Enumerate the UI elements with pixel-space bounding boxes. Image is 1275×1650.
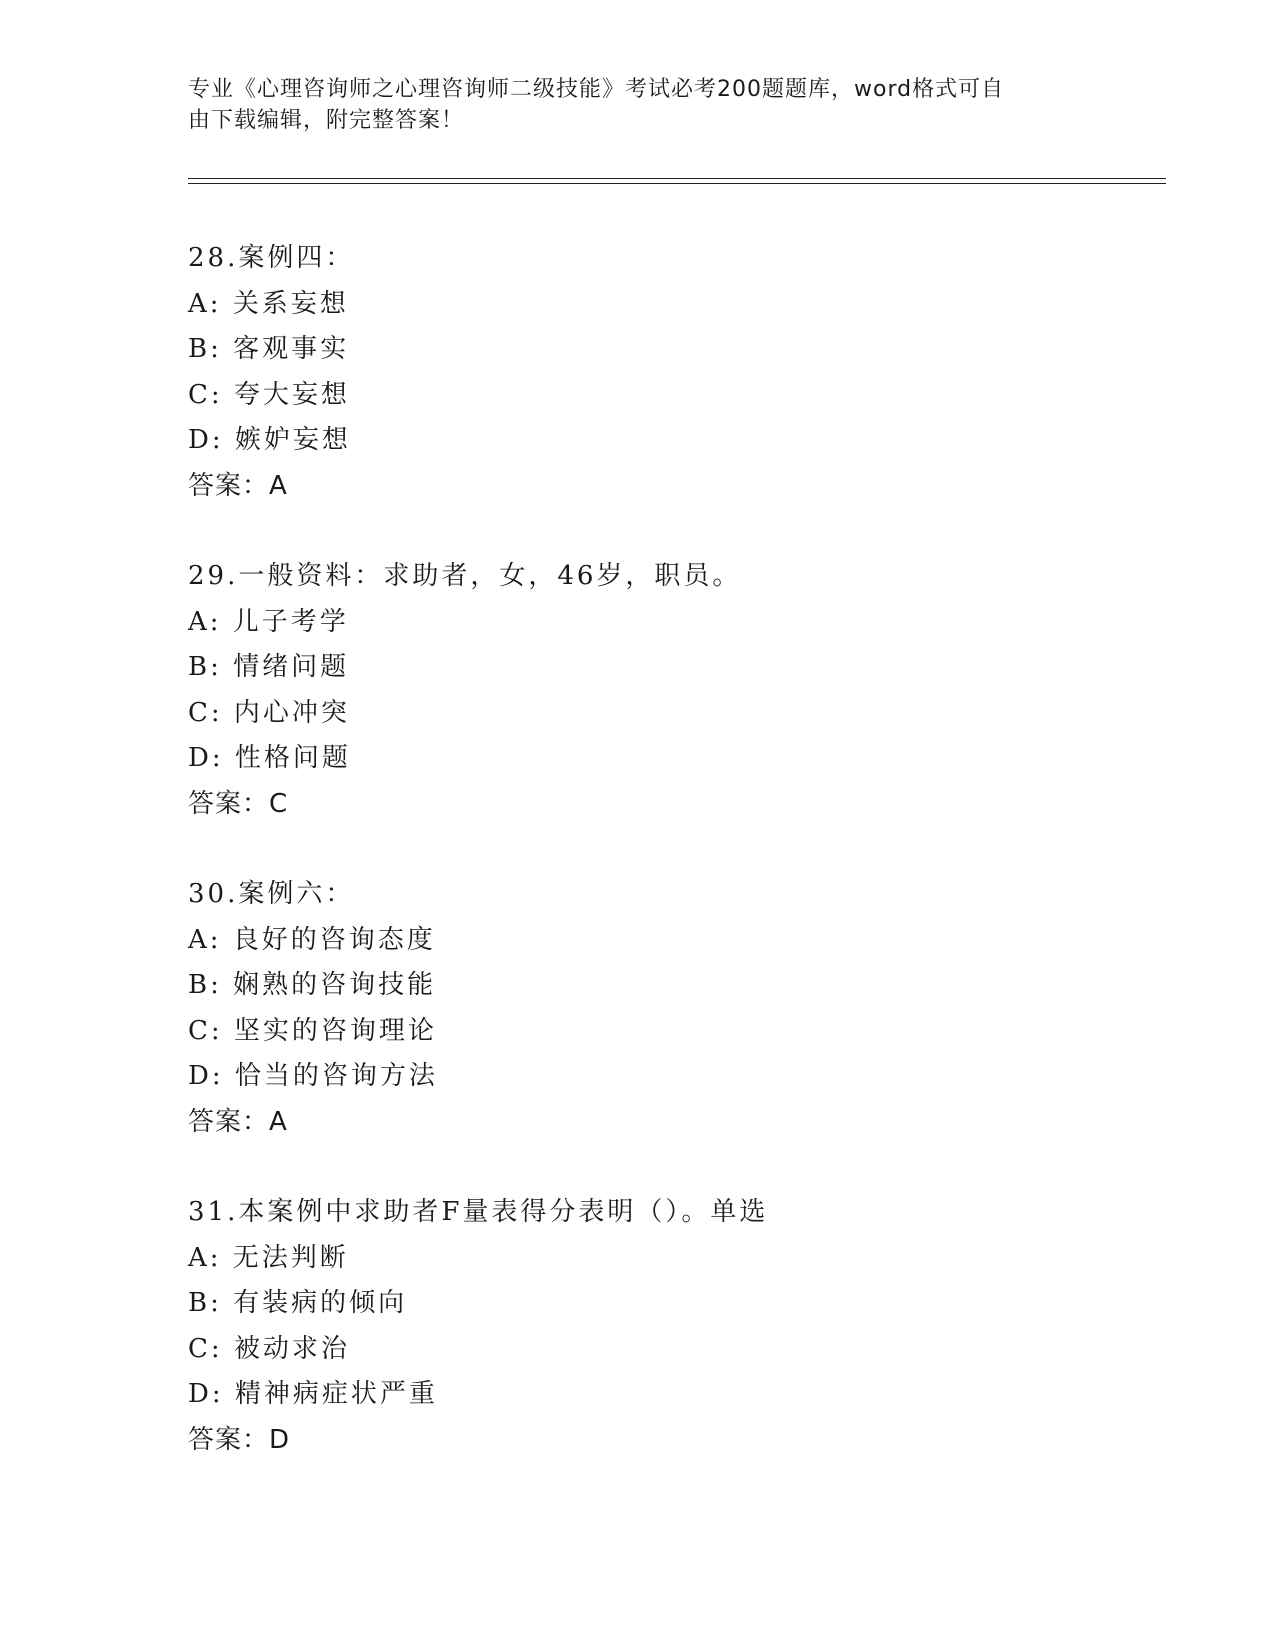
option-c: C: 内心冲突: [188, 697, 350, 728]
option-c: C: 夸大妄想: [188, 379, 350, 410]
option-a: A: 无法判断: [188, 1242, 349, 1273]
option-d: D: 性格问题: [188, 743, 351, 773]
question-30: [188, 872, 1148, 1145]
header-divider-bottom: [188, 183, 1166, 184]
option-b: B: 娴熟的咨询技能: [188, 970, 437, 1000]
question-stem: 31.本案例中求助者F量表得分表明（）。单选: [188, 1197, 769, 1227]
question-29: [188, 554, 1148, 827]
option-b: B: 有装病的倾向: [188, 1288, 408, 1318]
answer-line: 答案：A: [188, 470, 288, 501]
option-a: A: 良好的咨询态度: [188, 924, 436, 955]
question-31: [188, 1190, 1148, 1463]
option-a: A: 关系妄想: [188, 288, 349, 319]
question-stem: 28.案例四：: [188, 243, 355, 273]
option-d: D: 嫉妒妄想: [188, 425, 351, 455]
question-stem: 29.一般资料：求助者，女，46岁，职员。: [188, 561, 742, 591]
answer-line: 答案：A: [188, 1106, 288, 1137]
option-d: D: 恰当的咨询方法: [188, 1061, 438, 1091]
answer-line: 答案：D: [188, 1424, 291, 1455]
answer-line: 答案：C: [188, 788, 289, 819]
header-line-1: 专业《心理咨询师之心理咨询师二级技能》考试必考200题题库，word格式可自: [188, 77, 1005, 102]
document-header: [188, 74, 1088, 136]
option-c: C: 坚实的咨询理论: [188, 1015, 437, 1046]
header-divider-top: [188, 178, 1166, 179]
option-c: C: 被动求治: [188, 1333, 350, 1364]
option-d: D: 精神病症状严重: [188, 1379, 438, 1409]
option-a: A: 儿子考学: [188, 606, 349, 637]
header-line-2: 由下载编辑，附完整答案！: [188, 108, 465, 133]
question-28: [188, 236, 1148, 509]
question-stem: 30.案例六：: [188, 879, 355, 909]
question-list: [188, 236, 1148, 1508]
option-b: B: 客观事实: [188, 334, 350, 364]
option-b: B: 情绪问题: [188, 652, 350, 682]
